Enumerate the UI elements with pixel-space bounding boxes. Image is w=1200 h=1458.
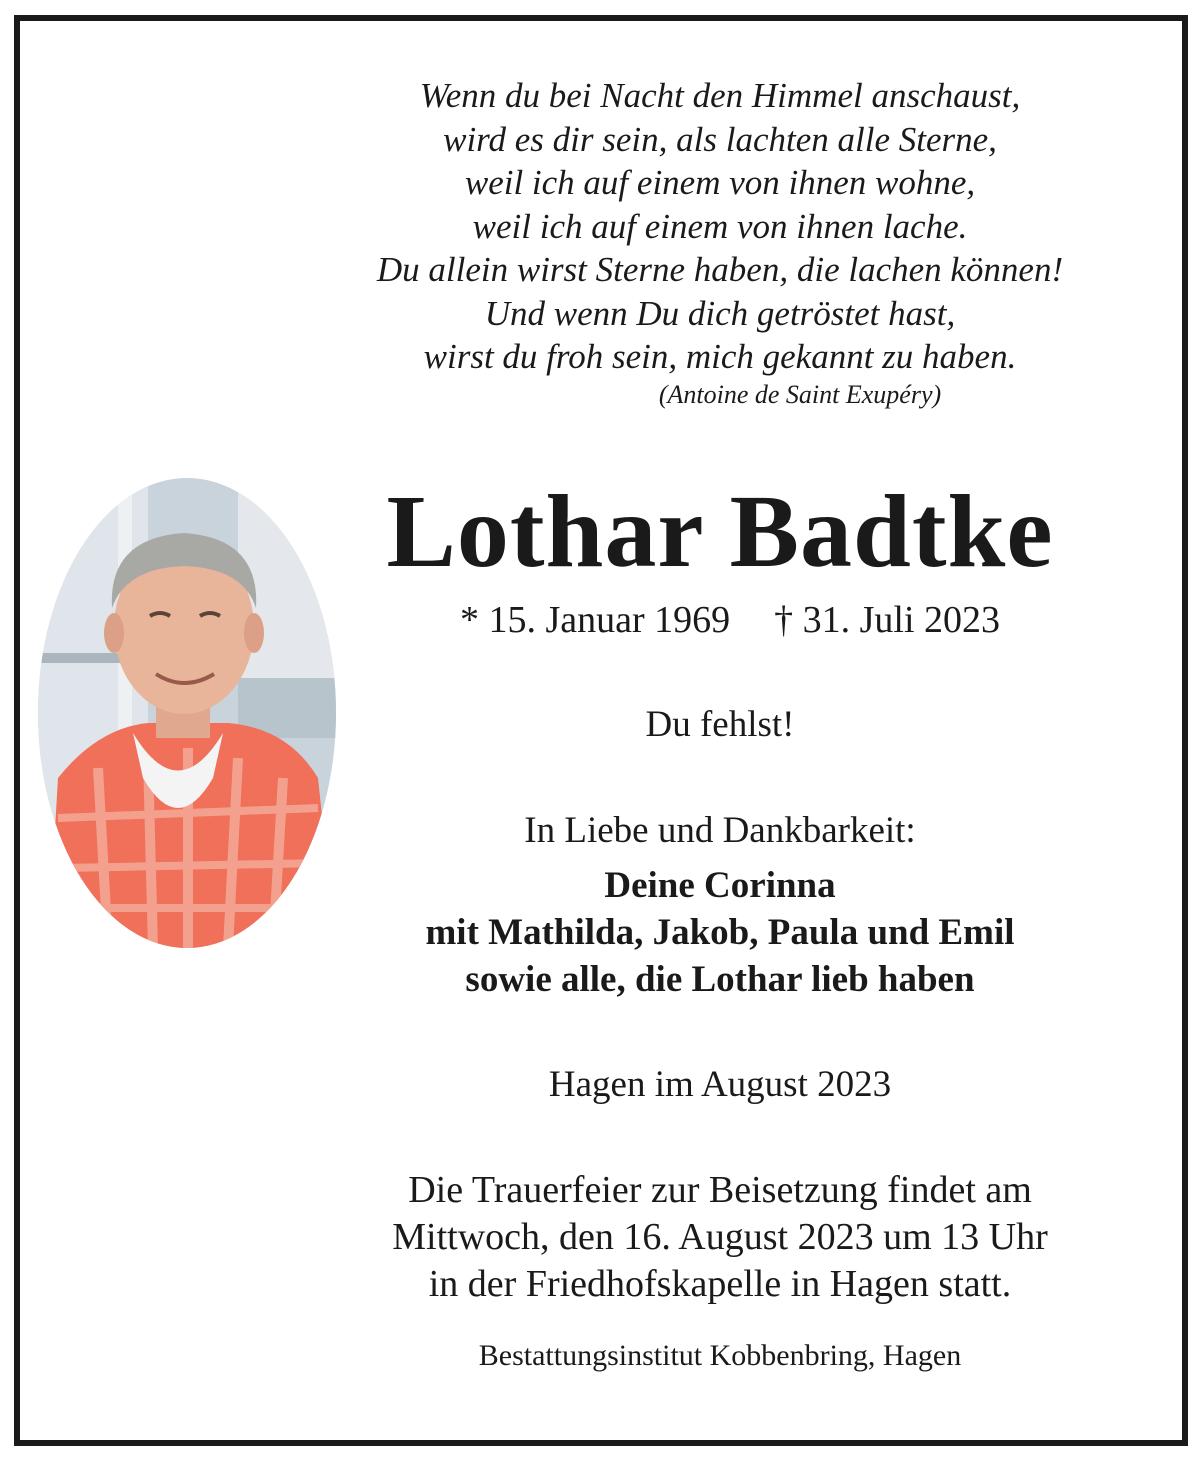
signer-line: sowie alle, die Lothar lieb haben	[465, 959, 975, 1000]
service-line: in der Friedhofskapelle in Hagen statt.	[428, 1263, 1012, 1305]
signer-line: Deine Corinna	[604, 865, 836, 906]
life-dates	[380, 597, 1080, 643]
poem-line: Und wenn Du dich getröstet hast,	[484, 293, 956, 333]
poem-line: Wenn du bei Nacht den Himmel anschaust,	[419, 76, 1021, 115]
poem-line: wird es dir sein, als lachten alle Sterne,	[443, 119, 997, 159]
undertaker: Bestattungsinstitut Kobbenbring, Hagen	[478, 1339, 962, 1372]
service-notice	[320, 1167, 1120, 1308]
deceased-name: Lothar Badtke	[386, 474, 1054, 589]
message: Du fehlst!	[645, 704, 795, 745]
portrait-photo	[38, 478, 336, 948]
poem-line: weil ich auf einem von ihnen wohne,	[464, 163, 976, 202]
service-line: Die Trauerfeier zur Beisetzung findet am	[408, 1169, 1032, 1211]
poem	[300, 74, 1140, 379]
signer-line: mit Mathilda, Jakob, Paula und Emil	[425, 912, 1015, 953]
signoff-intro: In Liebe und Dankbarkeit:	[524, 810, 916, 851]
birth-date: * 15. Januar 1969	[459, 599, 731, 641]
poem-line: wirst du froh sein, mich gekannt zu haben.	[423, 337, 1017, 376]
service-line: Mittwoch, den 16. August 2023 um 13 Uhr	[392, 1216, 1048, 1258]
place-date: Hagen im August 2023	[548, 1064, 892, 1105]
signers	[320, 862, 1120, 1003]
poem-attribution: (Antoine de Saint Exupéry)	[658, 380, 942, 409]
portrait-illustration	[38, 478, 336, 948]
poem-line: Du allein wirst Sterne haben, die lachen können!	[376, 250, 1064, 289]
poem-line: weil ich auf einem von ihnen lache.	[472, 206, 968, 246]
death-date: † 31. Juli 2023	[774, 599, 1001, 641]
